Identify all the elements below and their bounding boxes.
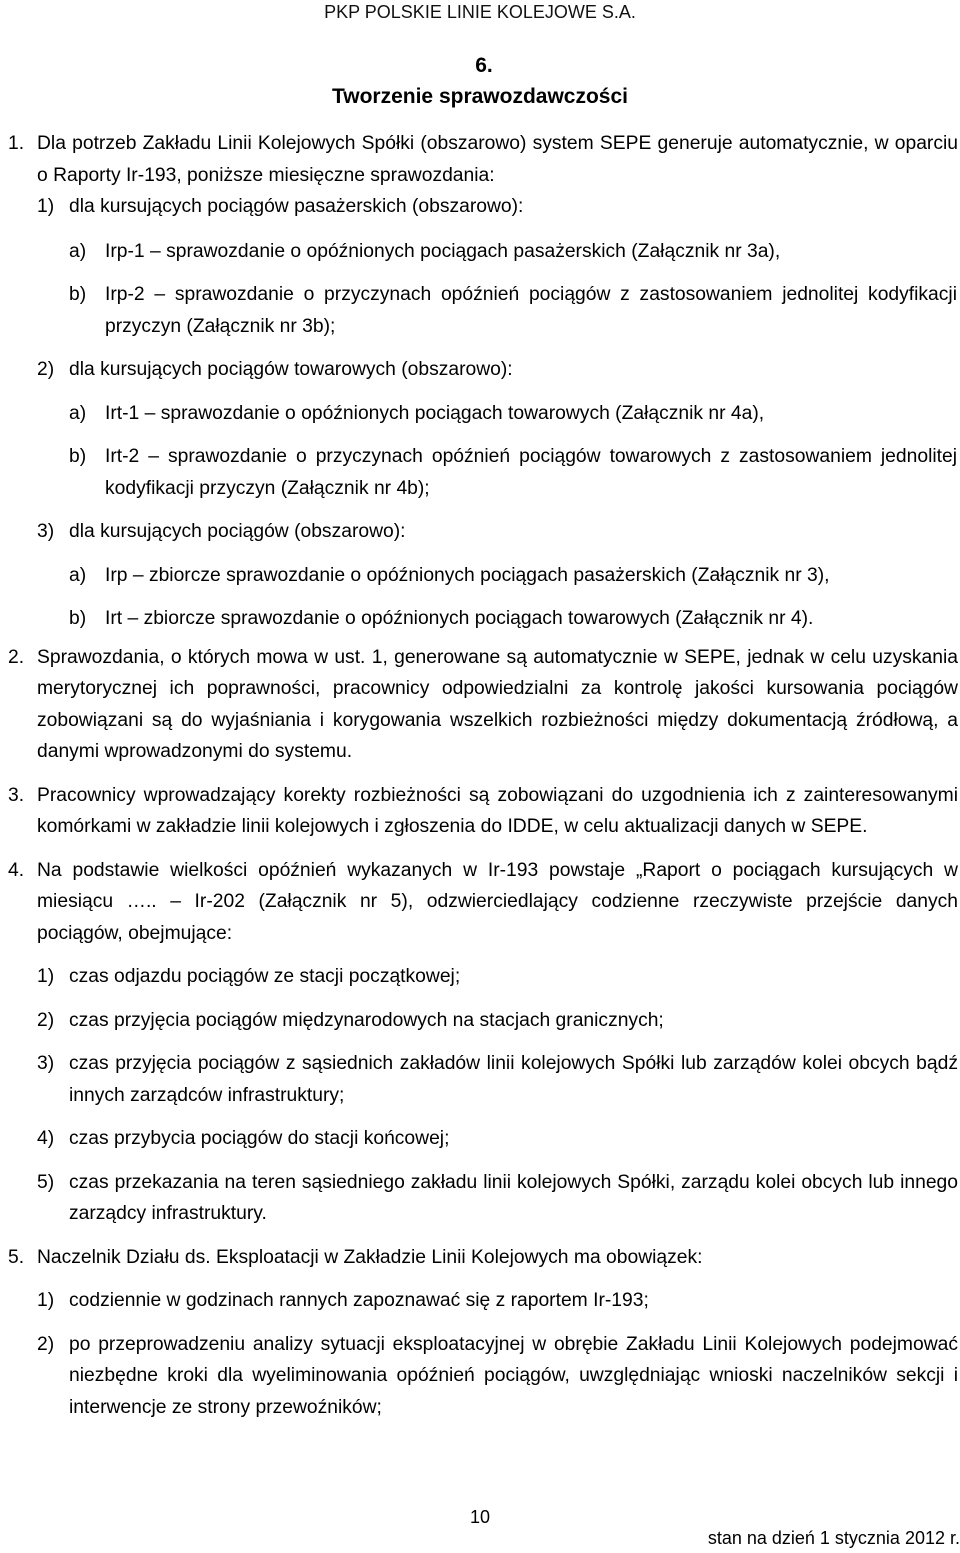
- list-item-1-3-a: [0, 560, 960, 592]
- list-item-4-3: [0, 1048, 960, 1111]
- list-item-4-2: [0, 1005, 960, 1037]
- list-item-1-2-b: [0, 441, 960, 504]
- list-item-text: Irp – zbiorcze sprawozdanie o opóźnionych pociągach pasażerskich (Załącznik nr 3),: [105, 564, 830, 586]
- list-item-number: 4): [37, 1128, 55, 1149]
- list-item-4-4: [0, 1123, 960, 1155]
- list-item-text: czas przybycia pociągów do stacji końcowej;: [69, 1128, 450, 1149]
- list-item-5-2: [0, 1329, 960, 1424]
- list-item-text: Irt – zbiorcze sprawozdanie o opóźnionych pociągach towarowych (Załącznik nr 4).: [105, 608, 814, 629]
- list-item-text: dla kursujących pociągów pasażerskich (obszarowo):: [69, 196, 524, 217]
- list-item-text: czas przekazania na teren sąsiedniego zakładu linii kolejowych Spółki, zarządu kolei obcych lub innego zarządcy infrastruktury.: [69, 1171, 958, 1224]
- list-item-letter: b): [69, 446, 87, 467]
- list-item-number: 3): [37, 521, 55, 542]
- paragraph-5: [0, 1242, 960, 1274]
- list-item-text: Irt-2 – sprawozdanie o przyczynach opóźnień pociągów towarowych z zastosowaniem jednolitej kodyfikacji przyczyn (Załącznik nr 4b);: [105, 446, 957, 499]
- list-item-4-1: [0, 961, 960, 993]
- list-item-text: czas przyjęcia pociągów z sąsiednich zakładów linii kolejowych Spółki lub zarządów kolei obcych bądź innych zarządców infrastruktury;: [69, 1053, 958, 1106]
- list-item-text: Irt-1 – sprawozdanie o opóźnionych pociągach towarowych (Załącznik nr 4a),: [105, 402, 765, 424]
- list-item-text: dla kursujących pociągów towarowych (obszarowo):: [69, 359, 513, 380]
- list-item-1-2: [0, 354, 960, 386]
- paragraph-5-number: 5.: [8, 1246, 25, 1268]
- paragraph-2-number: 2.: [8, 646, 25, 668]
- document-body: [0, 128, 960, 1423]
- paragraph-5-text: Naczelnik Działu ds. Eksploatacji w Zakładzie Linii Kolejowych ma obowiązek:: [37, 1246, 703, 1268]
- document-header: PKP POLSKIE LINIE KOLEJOWE S.A.: [324, 2, 636, 22]
- paragraph-4-text: Na podstawie wielkości opóźnień wykazanych w Ir-193 powstaje „Raport o pociągach kursujących w miesiącu ….. – Ir-202 (Załącznik nr 5), odzwierciedlający codzienne rzeczywiste przejście danych pociągów, obejmujące:: [37, 859, 958, 944]
- list-item-5-1: [0, 1285, 960, 1317]
- list-item-number: 3): [37, 1053, 55, 1074]
- list-item-text: Irp-2 – sprawozdanie o przyczynach opóźnień pociągów z zastosowaniem jednolitej kodyfikacji przyczyn (Załącznik nr 3b);: [105, 284, 957, 337]
- page-number: 10: [469, 1507, 491, 1527]
- section-title: Tworzenie sprawozdawczości: [331, 85, 629, 108]
- list-item-text: Irp-1 – sprawozdanie o opóźnionych pociągach pasażerskich (Załącznik nr 3a),: [105, 240, 781, 262]
- paragraph-2-text: Sprawozdania, o których mowa w ust. 1, generowane są automatycznie w SEPE, jednak w celu uzyskania merytorycznej ich poprawności, pracownicy odpowiedzialni za kontrolę jakości kursowania pociągów zobowiązani są do wyjaśniania i korygowania wszelkich rozbieżności między dokumentacją źródłową, a danymi wprowadzonymi do systemu.: [37, 646, 958, 762]
- list-item-number: 1): [37, 1290, 55, 1311]
- list-item-letter: a): [69, 402, 87, 424]
- paragraph-1-text: Dla potrzeb Zakładu Linii Kolejowych Spółki (obszarowo) system SEPE generuje automatycznie, w oparciu o Raporty Ir-193, poniższe miesięczne sprawozdania:: [37, 133, 958, 186]
- paragraph-4-number: 4.: [8, 859, 25, 881]
- list-item-number: 2): [37, 1009, 55, 1031]
- paragraph-1-number: 1.: [8, 133, 25, 154]
- list-item-number: 1): [37, 966, 55, 987]
- paragraph-2: [0, 642, 960, 768]
- list-item-number: 1): [37, 196, 55, 217]
- list-item-1-1-b: [0, 279, 960, 342]
- list-item-text: czas odjazdu pociągów ze stacji początkowej;: [69, 966, 461, 987]
- section-number: 6.: [475, 54, 493, 77]
- list-item-letter: b): [69, 608, 87, 629]
- paragraph-3: [0, 780, 960, 843]
- list-item-letter: b): [69, 284, 87, 305]
- list-item-text: czas przyjęcia pociągów międzynarodowych na stacjach granicznych;: [69, 1009, 664, 1031]
- list-item-number: 5): [37, 1171, 55, 1193]
- paragraph-4: [0, 855, 960, 950]
- paragraph-3-number: 3.: [8, 784, 25, 806]
- list-item-1-3-b: [0, 603, 960, 635]
- list-item-text: dla kursujących pociągów (obszarowo):: [69, 521, 406, 542]
- list-item-text: codziennie w godzinach rannych zapoznawać się z raportem Ir-193;: [69, 1290, 649, 1311]
- document-date: stan na dzień 1 stycznia 2012 r.: [707, 1528, 960, 1548]
- list-item-text: po przeprowadzeniu analizy sytuacji eksploatacyjnej w obrębie Zakładu Linii Kolejowych podejmować niezbędne kroki dla wyeliminowania opóźnień pociągów, uwzględniając wnioski naczelników sekcji i interwencje ze strony przewoźników;: [69, 1333, 958, 1418]
- list-item-4-5: [0, 1167, 960, 1230]
- paragraph-3-text: Pracownicy wprowadzający korekty rozbieżności są zobowiązani do uzgodnienia ich z zainteresowanymi komórkami w zakładzie linii kolejowych i zgłoszenia do IDDE, w celu aktualizacji danych w SEPE.: [37, 784, 958, 837]
- list-item-1-2-a: [0, 398, 960, 430]
- list-item-1-3: [0, 516, 960, 548]
- list-item-number: 2): [37, 1333, 55, 1355]
- list-item-1-1: [0, 191, 960, 223]
- list-item-1-1-a: [0, 236, 960, 268]
- paragraph-1: [0, 128, 960, 191]
- list-item-letter: a): [69, 240, 87, 262]
- list-item-number: 2): [37, 359, 55, 380]
- list-item-letter: a): [69, 564, 87, 586]
